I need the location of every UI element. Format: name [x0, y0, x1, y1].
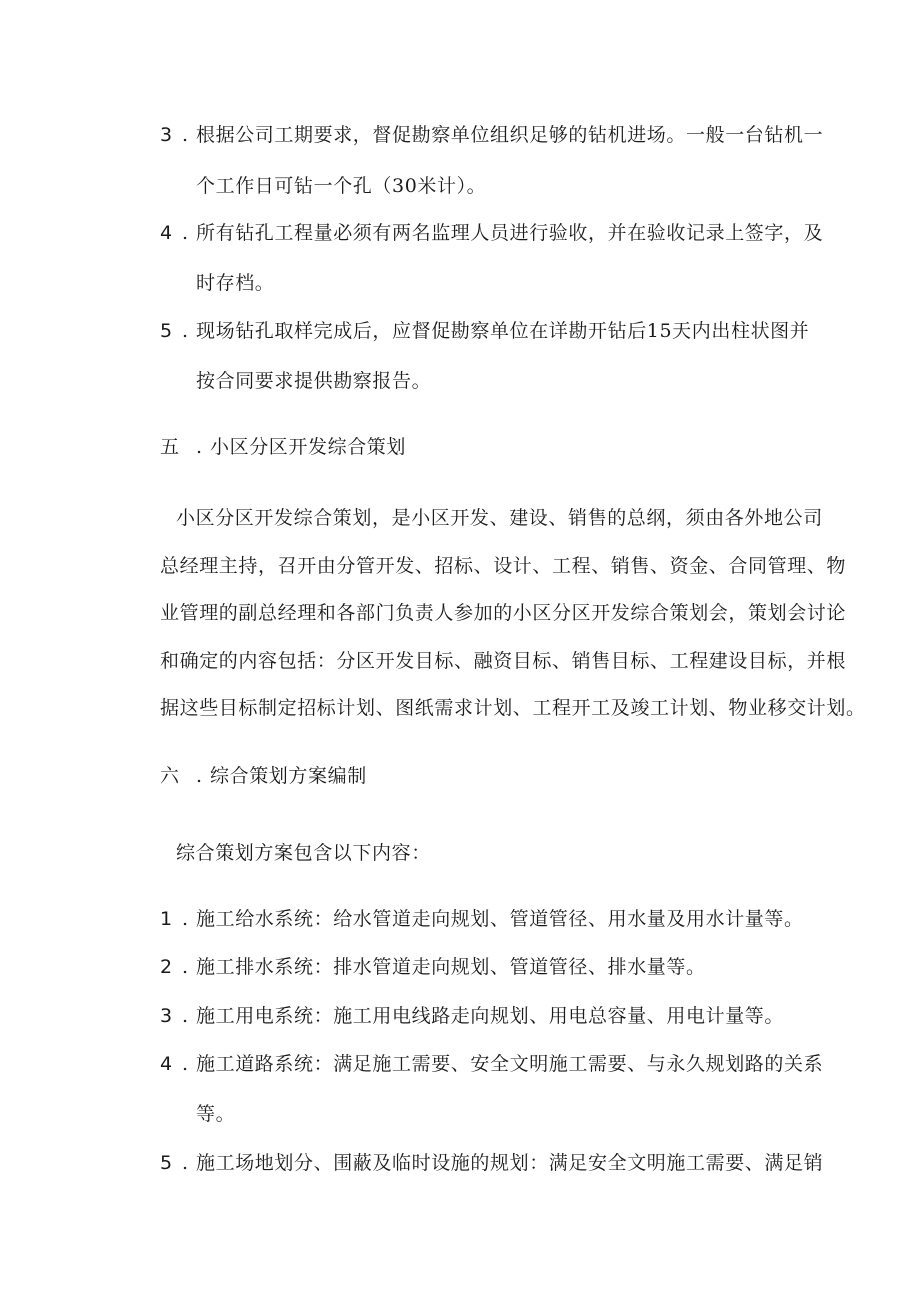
- section-number: 六: [160, 765, 180, 787]
- item-dot: .: [182, 1053, 189, 1075]
- list-item-continuation: [196, 1101, 235, 1127]
- paragraph-line: 小区分区开发综合策划，是小区开发、建设、销售的总纲，须由各外地公司: [176, 507, 823, 529]
- item-dot: .: [182, 222, 189, 244]
- section-intro: 综合策划方案包含以下内容：: [176, 842, 431, 864]
- item-number: 1: [160, 908, 173, 930]
- list-item: [160, 122, 823, 148]
- item-text: 施工排水系统：排水管道走向规划、管道管径、排水量等。: [196, 956, 706, 978]
- list-item: [160, 954, 706, 980]
- section-title: 小区分区开发综合策划: [210, 436, 407, 458]
- list-item-continuation: [196, 270, 274, 296]
- section-dot: .: [196, 765, 203, 787]
- item-text: 按合同要求提供勘察报告。: [196, 370, 432, 392]
- section-number: 五: [160, 436, 180, 458]
- item-text: 施工用电系统：施工用电线路走向规划、用电总容量、用电计量等。: [196, 1005, 785, 1027]
- item-dot: .: [182, 1005, 189, 1027]
- paragraph-line: 总经理主持，召开由分管开发、招标、设计、工程、销售、资金、合同管理、物: [160, 555, 847, 577]
- item-number: 2: [160, 956, 173, 978]
- paragraph-line: 据这些目标制定招标计划、图纸需求计划、工程开工及竣工计划、物业移交计划。: [160, 697, 866, 719]
- paragraph-line: 和确定的内容包括：分区开发目标、融资目标、销售目标、工程建设目标，并根: [160, 650, 847, 672]
- item-text: 个工作日可钻一个孔（30米计）。: [196, 175, 487, 197]
- item-number: 4: [160, 1053, 173, 1075]
- item-text: 等。: [196, 1103, 236, 1125]
- list-item: [160, 906, 804, 932]
- item-number: 4: [160, 222, 173, 244]
- item-number: 5: [160, 320, 173, 342]
- item-dot: .: [182, 908, 189, 930]
- item-number: 5: [160, 1152, 173, 1174]
- item-text: 根据公司工期要求，督促勘察单位组织足够的钻机进场。一般一台钻机一: [196, 124, 824, 146]
- item-text: 施工道路系统：满足施工需要、安全文明施工需要、与永久规划路的关系: [196, 1053, 824, 1075]
- list-item: [160, 1003, 784, 1029]
- section-dot: .: [196, 436, 203, 458]
- list-item-continuation: [196, 173, 486, 199]
- paragraph-line: 业管理的副总经理和各部门负责人参加的小区分区开发综合策划会，策划会讨论: [160, 602, 847, 624]
- item-dot: .: [182, 124, 189, 146]
- section-heading: [160, 434, 406, 460]
- list-item: [160, 318, 809, 344]
- list-item-continuation: [196, 368, 431, 394]
- item-dot: .: [182, 320, 189, 342]
- item-text: 施工场地划分、围蔽及临时设施的规划：满足安全文明施工需要、满足销: [196, 1152, 824, 1174]
- item-dot: .: [182, 956, 189, 978]
- item-number: 3: [160, 1005, 173, 1027]
- item-text: 时存档。: [196, 272, 275, 294]
- item-text: 现场钻孔取样完成后，应督促勘察单位在详勘开钻后15天内出柱状图并: [196, 320, 810, 342]
- item-text: 所有钻孔工程量必须有两名监理人员进行验收，并在验收记录上签字，及: [196, 222, 824, 244]
- section-heading: [160, 763, 367, 789]
- item-number: 3: [160, 124, 173, 146]
- list-item: [160, 1051, 823, 1077]
- item-text: 施工给水系统：给水管道走向规划、管道管径、用水量及用水计量等。: [196, 908, 804, 930]
- list-item: [160, 220, 823, 246]
- list-item: [160, 1150, 823, 1176]
- item-dot: .: [182, 1152, 189, 1174]
- section-title: 综合策划方案编制: [210, 765, 367, 787]
